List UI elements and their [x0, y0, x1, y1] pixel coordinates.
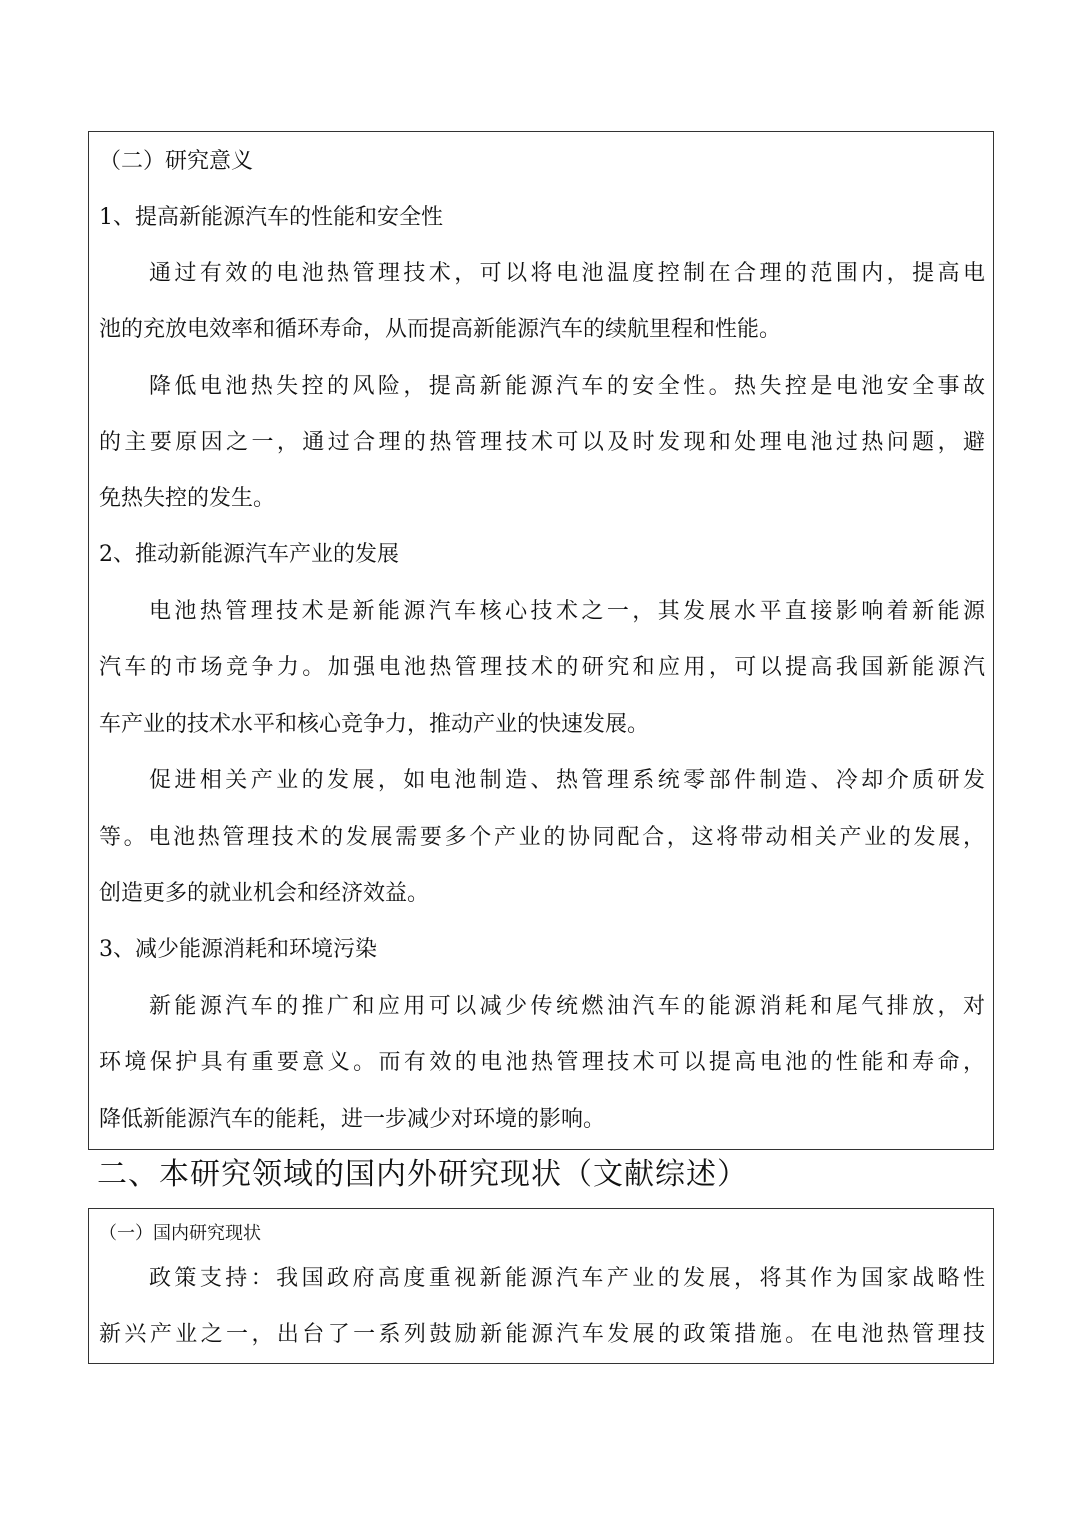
- point1-para1-line2: 池的充放电效率和循环寿命，从而提高新能源汽车的续航里程和性能。: [99, 317, 782, 342]
- point2-para2-line2: 等。电池热管理技术的发展需要多个产业的协同配合，这将带动相关产业的发展，: [99, 825, 985, 850]
- point2-para2-line1: 促进相关产业的发展，如电池制造、热管理系统零部件制造、冷却介质研发: [149, 768, 985, 793]
- point2-para1-line2: 汽车的市场竞争力。加强电池热管理技术的研究和应用，可以提高我国新能源汽: [99, 655, 985, 680]
- point3-para1-line2: 环境保护具有重要意义。而有效的电池热管理技术可以提高电池的性能和寿命，: [99, 1050, 985, 1075]
- point1-title: 1、提高新能源汽车的性能和安全性: [99, 205, 443, 230]
- research-significance-box: [88, 131, 994, 1150]
- point1-para1-line1: 通过有效的电池热管理技术，可以将电池温度控制在合理的范围内，提高电: [149, 261, 985, 286]
- point1-para2-line2: 的主要原因之一，通过合理的热管理技术可以及时发现和处理电池过热问题，避: [99, 430, 985, 455]
- subheading-domestic-research: （一）国内研究现状: [99, 1223, 261, 1244]
- subheading-research-significance: （二）研究意义: [99, 149, 254, 174]
- point2-para2-line3: 创造更多的就业机会和经济效益。: [99, 881, 430, 906]
- domestic-research-box: [88, 1208, 994, 1364]
- point1-para2-line1: 降低电池热失控的风险，提高新能源汽车的安全性。热失控是电池安全事故: [149, 374, 985, 399]
- section-heading-literature-review: 二、本研究领域的国内外研究现状（文献综述）: [97, 1157, 748, 1192]
- point2-para1-line1: 电池热管理技术是新能源汽车核心技术之一，其发展水平直接影响着新能源: [149, 599, 985, 624]
- point3-title: 3、减少能源消耗和环境污染: [99, 937, 377, 962]
- point2-title: 2、推动新能源汽车产业的发展: [99, 542, 399, 567]
- point1-para2-line3: 免热失控的发生。: [99, 486, 276, 511]
- point2-para1-line3: 车产业的技术水平和核心竞争力，推动产业的快速发展。: [99, 712, 650, 737]
- domestic-para1-line1: 政策支持：我国政府高度重视新能源汽车产业的发展，将其作为国家战略性: [149, 1266, 985, 1291]
- point3-para1-line1: 新能源汽车的推广和应用可以减少传统燃油汽车的能源消耗和尾气排放，对: [149, 994, 985, 1019]
- point3-para1-line3: 降低新能源汽车的能耗，进一步减少对环境的影响。: [99, 1107, 606, 1132]
- domestic-para1-line2: 新兴产业之一，出台了一系列鼓励新能源汽车发展的政策措施。在电池热管理技: [99, 1322, 985, 1347]
